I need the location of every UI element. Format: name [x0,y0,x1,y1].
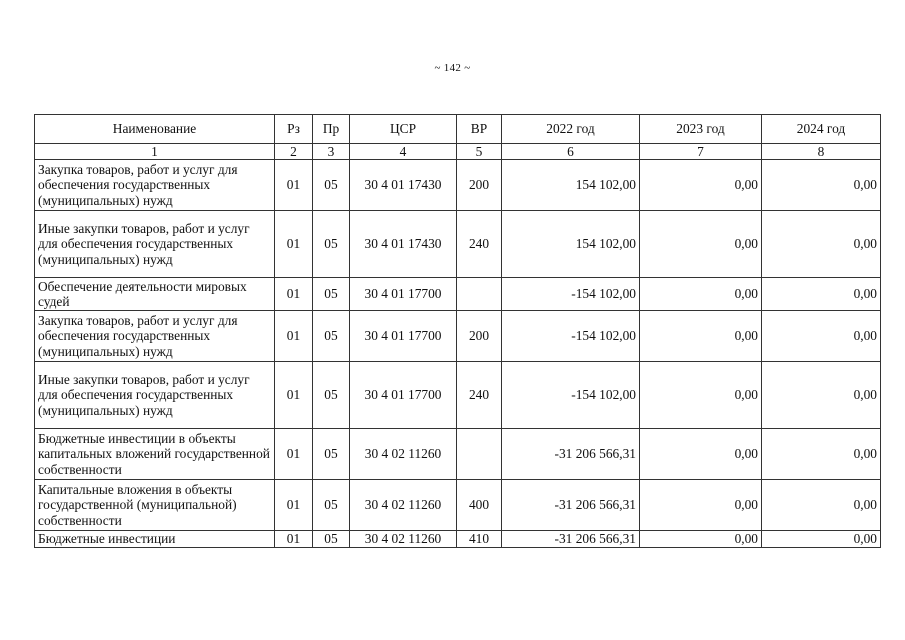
row-2024: 0,00 [762,480,881,531]
row-2023: 0,00 [640,211,762,278]
header-pr: Пр [313,115,350,144]
table-row [35,531,881,548]
row-2022: -154 102,00 [502,311,640,362]
header-row [35,115,881,144]
row-pr: 05 [313,311,350,362]
row-2022: -31 206 566,31 [502,480,640,531]
row-name: Обеспечение деятельности мировых судей [35,278,275,311]
row-2023: 0,00 [640,160,762,211]
header-name: Наименование [35,115,275,144]
row-rz: 01 [275,211,313,278]
row-vr: 410 [457,531,502,548]
table-row [35,429,881,480]
row-name: Закупка товаров, работ и услуг для обеспечения государственных (муниципальных) нужд [35,160,275,211]
header-vr: ВР [457,115,502,144]
row-2024: 0,00 [762,160,881,211]
row-rz: 01 [275,429,313,480]
row-2023: 0,00 [640,362,762,429]
column-number: 7 [640,144,762,160]
header-2022: 2022 год [502,115,640,144]
row-2024: 0,00 [762,531,881,548]
column-number: 8 [762,144,881,160]
row-rz: 01 [275,362,313,429]
row-2023: 0,00 [640,278,762,311]
row-pr: 05 [313,429,350,480]
row-vr: 200 [457,160,502,211]
row-2023: 0,00 [640,429,762,480]
row-2022: 154 102,00 [502,211,640,278]
table-row [35,160,881,211]
row-pr: 05 [313,211,350,278]
row-csr: 30 4 01 17430 [350,160,457,211]
budget-table [34,114,881,548]
row-csr: 30 4 01 17700 [350,278,457,311]
column-number: 5 [457,144,502,160]
row-pr: 05 [313,160,350,211]
header-csr: ЦСР [350,115,457,144]
table-row [35,211,881,278]
row-2024: 0,00 [762,311,881,362]
row-vr: 240 [457,211,502,278]
row-csr: 30 4 02 11260 [350,429,457,480]
row-name: Капитальные вложения в объекты государственной (муниципальной) собственности [35,480,275,531]
column-number: 2 [275,144,313,160]
column-number: 3 [313,144,350,160]
row-csr: 30 4 02 11260 [350,531,457,548]
table-row [35,311,881,362]
row-vr [457,429,502,480]
row-rz: 01 [275,311,313,362]
row-pr: 05 [313,531,350,548]
row-2022: -31 206 566,31 [502,531,640,548]
row-name: Иные закупки товаров, работ и услуг для обеспечения государственных (муниципальных) нужд [35,362,275,429]
row-rz: 01 [275,278,313,311]
row-csr: 30 4 01 17700 [350,311,457,362]
row-2022: -31 206 566,31 [502,429,640,480]
column-number: 4 [350,144,457,160]
row-name: Бюджетные инвестиции в объекты капитальных вложений государственной собственности [35,429,275,480]
row-2024: 0,00 [762,429,881,480]
row-vr: 400 [457,480,502,531]
row-2022: -154 102,00 [502,278,640,311]
table-row [35,362,881,429]
row-name: Закупка товаров, работ и услуг для обеспечения государственных (муниципальных) нужд [35,311,275,362]
row-rz: 01 [275,160,313,211]
row-csr: 30 4 02 11260 [350,480,457,531]
row-2023: 0,00 [640,311,762,362]
row-pr: 05 [313,278,350,311]
row-rz: 01 [275,480,313,531]
table-row [35,480,881,531]
header-2023: 2023 год [640,115,762,144]
table-row [35,278,881,311]
row-rz: 01 [275,531,313,548]
row-vr [457,278,502,311]
row-vr: 240 [457,362,502,429]
row-2022: 154 102,00 [502,160,640,211]
row-2024: 0,00 [762,211,881,278]
row-2024: 0,00 [762,362,881,429]
column-number-row [35,144,881,160]
column-number: 1 [35,144,275,160]
header-rz: Рз [275,115,313,144]
page-number: ~ 142 ~ [434,62,471,74]
row-vr: 200 [457,311,502,362]
row-csr: 30 4 01 17430 [350,211,457,278]
column-number: 6 [502,144,640,160]
row-2024: 0,00 [762,278,881,311]
row-name: Бюджетные инвестиции [35,531,275,548]
row-2023: 0,00 [640,531,762,548]
row-name: Иные закупки товаров, работ и услуг для обеспечения государственных (муниципальных) нужд [35,211,275,278]
row-csr: 30 4 01 17700 [350,362,457,429]
row-2023: 0,00 [640,480,762,531]
row-2022: -154 102,00 [502,362,640,429]
row-pr: 05 [313,480,350,531]
header-2024: 2024 год [762,115,881,144]
row-pr: 05 [313,362,350,429]
